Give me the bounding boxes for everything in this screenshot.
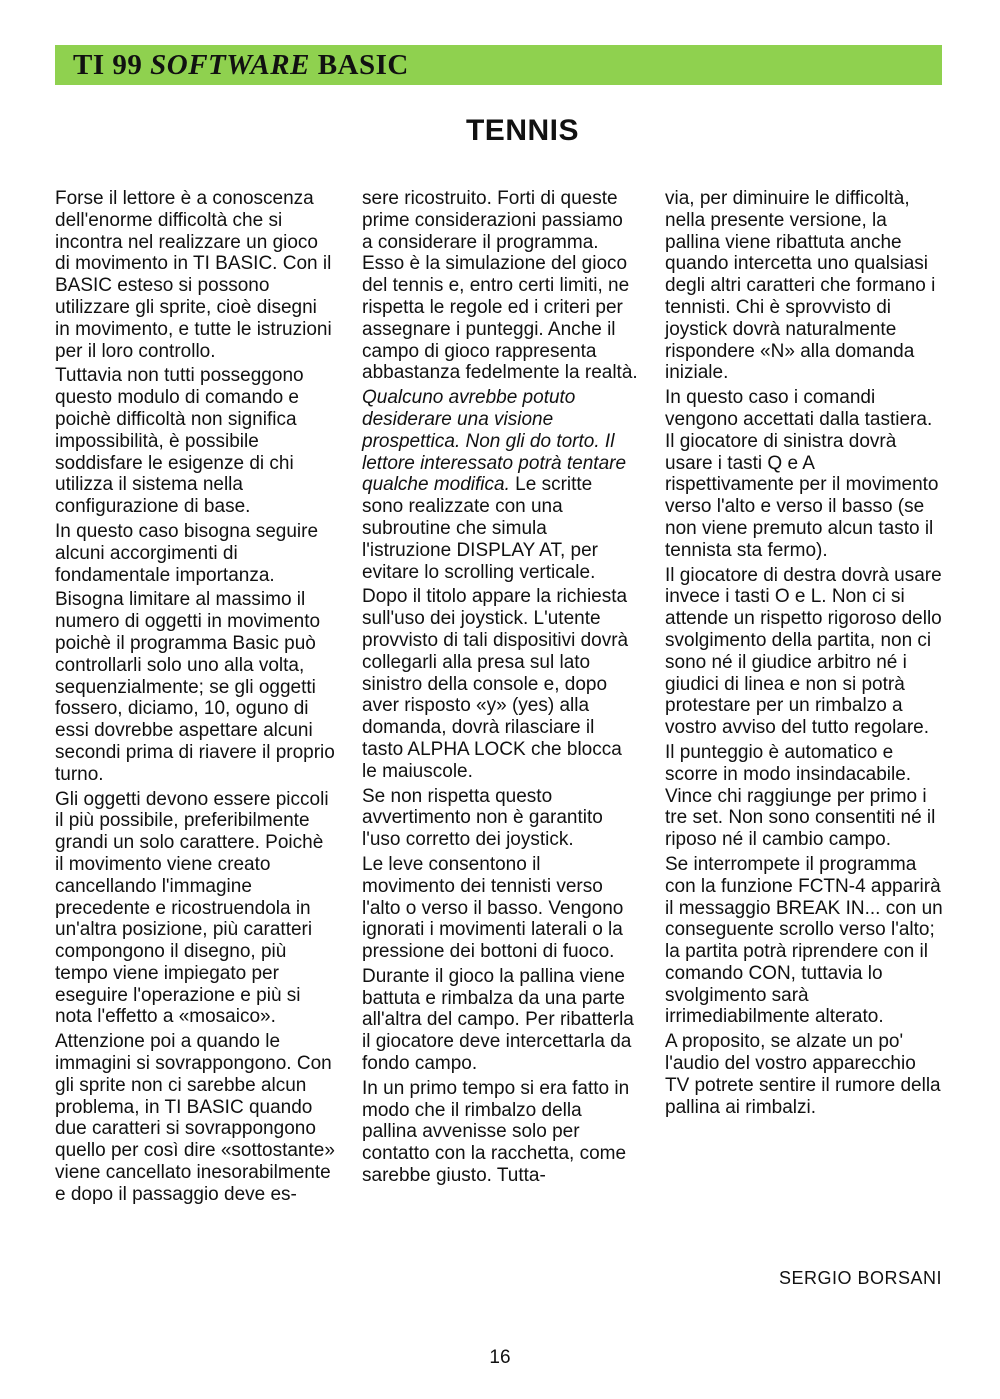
- paragraph: via, per diminuire le difficoltà, nella presente versione, la pallina viene ribattuta anche quando intercetta uno qualsiasi degli altri caratteri che formano i tennisti. Chi è sprovvisto di joystick dovrà naturalmente rispondere «N» alla domanda iniziale.: [665, 188, 936, 384]
- header-bar: [55, 45, 942, 85]
- paragraph: Tuttavia non tutti posseggono questo modulo di comando e poichè difficoltà non significa impossibilità, è possibile soddisfare le esigenze di chi utilizza il sistema nella configurazione di base.: [55, 365, 304, 518]
- paragraph: A proposito, se alzate un po' l'audio del vostro apparecchio TV potrete sentire il rumore della pallina ai rimbalzi.: [665, 1031, 941, 1118]
- header-ti99: TI 99: [73, 48, 151, 81]
- paragraph: Il giocatore di destra dovrà usare invece i tasti O e L. Non ci si attende un rispetto rigoroso dello svolgimento della partita, non ci sono né il giudice arbitro né i giudici di linea e non si potrà protestare per un rimbalzo a vostro avviso del tutto regolare.: [665, 564, 942, 739]
- paragraph: Se interrompete il programma con la funzione FCTN-4 apparirà il messaggio BREAK IN... con un conseguente scrollo verso l'alto; la partita potrà riprendere con il comando CON, tuttavia lo svolgimento sarà irrimediabilmente alterato.: [665, 853, 943, 1028]
- paragraph: sere ricostruito. Forti di queste prime considerazioni passiamo a considerare il programma. Esso è la simulazione del gioco del tennis e, entro certi limiti, ne rispetta le regole ed i criteri per assegnare i punteggi. Anche il campo di gioco rappresenta abbastanza fedelmente la realtà.: [362, 188, 638, 384]
- paragraph: Forse il lettore è a conoscenza dell'enorme difficoltà che si incontra nel realizzare un gioco di movimento in TI BASIC. Con il BASIC esteso si possono utilizzare gli sprite, cioè disegni in movimento, e tutte le istruzioni per il loro controllo.: [55, 188, 332, 362]
- paragraph: In questo caso bisogna seguire alcuni accorgimenti di fondamentale importanza.: [55, 520, 319, 586]
- paragraph: Gli oggetti devono essere piccoli il più possibile, preferibilmente grandi un solo carattere. Poichè il movimento viene creato cancellando l'immagine precedente e ricostruendola in un'altra posizione, più caratteri compongono il disegno, più tempo viene impiegato per eseguire l'operazione e più si nota l'effetto a «mosaico».: [55, 788, 329, 1028]
- column-2: [362, 188, 638, 1190]
- paragraph: In questo caso i comandi vengono accettati dalla tastiera. Il giocatore di sinistra dovrà usare i tasti Q e A rispettivamente per il movimento verso l'alto e verso il basso (se non viene premuto alcun tasto il tennista sta fermo).: [665, 387, 939, 561]
- paragraph: Attenzione poi a quando le immagini si sovrappongono. Con gli sprite non ci sarebbe alcun problema, in TI BASIC quando due caratteri si sovrappongono quello per così dire «sottostante» viene cancellato inesorabilmente e dopo il passaggio deve es-: [55, 1031, 335, 1205]
- paragraph: Il punteggio è automatico e scorre in modo insindacabile. Vince chi raggiunge per primo i tre set. Non sono consentiti né il riposo né il cambio campo.: [665, 741, 936, 851]
- page-number: 16: [489, 1347, 511, 1368]
- paragraph: Bisogna limitare al massimo il numero di oggetti in movimento poichè il programma Basic può controllarli solo uno alla volta, sequenzialmente; se gli oggetti fossero, diciamo, 10, oguno di essi dovrebbe aspettare alcuni secondi prima di riavere il proprio turno.: [55, 589, 335, 785]
- header-software: SOFTWARE: [150, 48, 310, 81]
- section-header: [55, 49, 409, 82]
- column-3: [665, 188, 943, 1121]
- article-title: TENNIS: [465, 114, 579, 147]
- paragraph: [362, 387, 638, 583]
- paragraph-text: Le scritte sono realizzate con una subroutine che simula l'istruzione DISPLAY AT, per evitare lo scrolling verticale.: [362, 474, 598, 583]
- column-1: [55, 188, 335, 1209]
- author-signature: SERGIO BORSANI: [778, 1268, 942, 1288]
- header-basic: BASIC: [309, 48, 409, 81]
- italic-text: Qualcuno avrebbe potuto desiderare una visione prospettica. Non gli do torto. Il lettore interessato potrà tentare qualche modifica.: [362, 387, 627, 496]
- paragraph: Durante il gioco la pallina viene battuta e rimbalza da una parte all'altra del campo. Per ribatterla il giocatore deve intercettarla da fondo campo.: [362, 965, 634, 1075]
- paragraph: Dopo il titolo appare la richiesta sull'uso dei joystick. L'utente provvisto di tali dispositivi dovrà collegarli alla presa sul lato sinistro della console e, dopo aver risposto «y» (yes) alla domanda, dovrà rilasciare il tasto ALPHA LOCK che blocca le maiuscole.: [362, 586, 629, 782]
- paragraph: Le leve consentono il movimento dei tennisti verso l'alto o verso il basso. Vengono ignorati i movimenti laterali o la pressione dei bottoni di fuoco.: [362, 853, 624, 963]
- paragraph: Se non rispetta questo avvertimento non è garantito l'uso corretto dei joystick.: [362, 785, 603, 851]
- paragraph: In un primo tempo si era fatto in modo che il rimbalzo della pallina avvenisse solo per contatto con la racchetta, come sarebbe giusto. Tutta-: [362, 1077, 630, 1187]
